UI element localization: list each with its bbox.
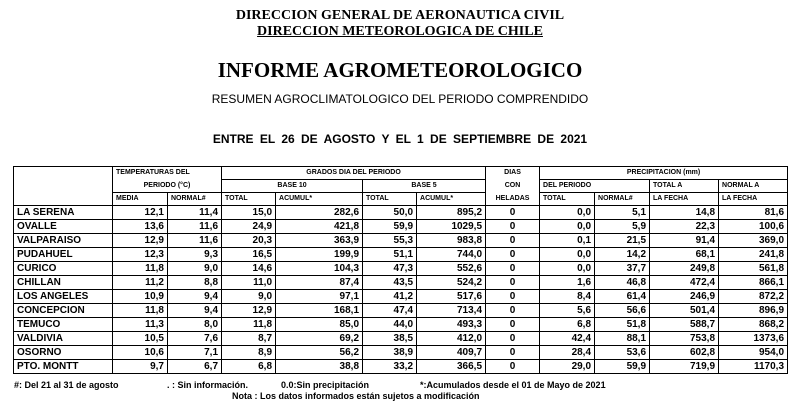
table-row — [14, 346, 788, 360]
table-cell: 59,9 — [595, 360, 650, 374]
table-cell: 15,0 — [222, 206, 276, 220]
table-cell: 46,8 — [595, 276, 650, 290]
col-normal: NORMAL# — [168, 193, 222, 206]
table-row — [14, 206, 788, 220]
table-cell: 369,0 — [719, 234, 788, 248]
header-row-3 — [14, 193, 788, 206]
header-dias-line2: CON — [486, 180, 540, 193]
header-row-1 — [14, 167, 788, 180]
table-cell: 69,2 — [276, 332, 363, 346]
table-cell: 22,3 — [650, 220, 719, 234]
header-dias-line1: DIAS — [486, 167, 540, 180]
table-cell: 8,8 — [168, 276, 222, 290]
table-cell: 91,4 — [650, 234, 719, 248]
table-cell: 0 — [486, 234, 540, 248]
table-cell: 10,5 — [113, 332, 168, 346]
table-cell: 8,7 — [222, 332, 276, 346]
table-cell: 0 — [486, 262, 540, 276]
table-cell: 56,6 — [595, 304, 650, 318]
table-cell: 0,0 — [540, 220, 595, 234]
table-cell: 41,2 — [363, 290, 417, 304]
table-cell: 9,0 — [168, 262, 222, 276]
table-cell: 954,0 — [719, 346, 788, 360]
table-cell: 0 — [486, 290, 540, 304]
table-cell: 1170,3 — [719, 360, 788, 374]
station-name: CHILLAN — [14, 276, 113, 290]
table-cell: 7,1 — [168, 346, 222, 360]
table-cell: 0 — [486, 332, 540, 346]
col-total-fecha: LA FECHA — [650, 193, 719, 206]
table-cell: 501,4 — [650, 304, 719, 318]
table-cell: 493,3 — [417, 318, 486, 332]
table-cell: 20,3 — [222, 234, 276, 248]
col-heladas: HELADAS — [486, 193, 540, 206]
col-media: MEDIA — [113, 193, 168, 206]
table-cell: 896,9 — [719, 304, 788, 318]
table-row — [14, 234, 788, 248]
table-cell: 602,8 — [650, 346, 719, 360]
table-cell: 0,0 — [540, 248, 595, 262]
table-cell: 44,0 — [363, 318, 417, 332]
table-cell: 9,3 — [168, 248, 222, 262]
office-name: DIRECCION METEOROLOGICA DE CHILE — [257, 24, 543, 39]
header-blank — [14, 167, 113, 180]
table-cell: 421,8 — [276, 220, 363, 234]
header-base10: BASE 10 — [222, 180, 363, 193]
footnote-accumulated: *:Acumulados desde el 01 de Mayo de 2021 — [420, 380, 606, 390]
col-normal-fecha: LA FECHA — [719, 193, 788, 206]
table-cell: 11,3 — [113, 318, 168, 332]
table-cell: 1029,5 — [417, 220, 486, 234]
table-cell: 9,4 — [168, 290, 222, 304]
col-b10-acumul: ACUMUL* — [276, 193, 363, 206]
table-cell: 366,5 — [417, 360, 486, 374]
header-row-2 — [14, 180, 788, 193]
table-cell: 0 — [486, 220, 540, 234]
table-cell: 59,9 — [363, 220, 417, 234]
table-cell: 363,9 — [276, 234, 363, 248]
table-cell: 199,9 — [276, 248, 363, 262]
agency-name: DIRECCION GENERAL DE AERONAUTICA CIVIL — [235, 8, 565, 23]
table-cell: 517,6 — [417, 290, 486, 304]
table-cell: 6,8 — [222, 360, 276, 374]
table-cell: 87,4 — [276, 276, 363, 290]
table-cell: 5,6 — [540, 304, 595, 318]
table-cell: 11,6 — [168, 220, 222, 234]
header-grados-dia: GRADOS DIA DEL PERIODO — [222, 167, 486, 180]
table-cell: 0 — [486, 360, 540, 374]
table-cell: 61,4 — [595, 290, 650, 304]
table-cell: 12,3 — [113, 248, 168, 262]
table-cell: 713,4 — [417, 304, 486, 318]
table-cell: 28,4 — [540, 346, 595, 360]
table-cell: 88,1 — [595, 332, 650, 346]
station-name: CONCEPCION — [14, 304, 113, 318]
table-cell: 47,3 — [363, 262, 417, 276]
table-cell: 1373,6 — [719, 332, 788, 346]
table-cell: 55,3 — [363, 234, 417, 248]
table-cell: 9,0 — [222, 290, 276, 304]
table-cell: 51,8 — [595, 318, 650, 332]
header-blank — [14, 180, 113, 193]
table-cell: 0,0 — [540, 262, 595, 276]
table-cell: 0,1 — [540, 234, 595, 248]
table-row — [14, 290, 788, 304]
header-del-periodo: DEL PERIODO — [540, 180, 650, 193]
table-cell: 872,2 — [719, 290, 788, 304]
station-name: VALDIVIA — [14, 332, 113, 346]
table-cell: 11,2 — [113, 276, 168, 290]
table-cell: 85,0 — [276, 318, 363, 332]
table-cell: 719,9 — [650, 360, 719, 374]
table-cell: 33,2 — [363, 360, 417, 374]
table-cell: 0 — [486, 318, 540, 332]
header-temp-line2: PERIODO (°C) — [113, 180, 222, 193]
footnote-no-info: . : Sin información. — [167, 380, 249, 390]
col-b5-acumul: ACUMUL* — [417, 193, 486, 206]
table-cell: 0 — [486, 346, 540, 360]
table-cell: 38,9 — [363, 346, 417, 360]
station-name: TEMUCO — [14, 318, 113, 332]
table-cell: 11,8 — [113, 304, 168, 318]
table-cell: 552,6 — [417, 262, 486, 276]
table-cell: 8,9 — [222, 346, 276, 360]
station-name: CURICO — [14, 262, 113, 276]
table-cell: 68,1 — [650, 248, 719, 262]
table-cell: 21,5 — [595, 234, 650, 248]
table-row — [14, 360, 788, 374]
table-cell: 561,8 — [719, 262, 788, 276]
col-pp-normal: NORMAL# — [595, 193, 650, 206]
table-cell: 12,9 — [113, 234, 168, 248]
header-total-a: TOTAL A — [650, 180, 719, 193]
table-cell: 10,9 — [113, 290, 168, 304]
table-cell: 11,6 — [168, 234, 222, 248]
table-cell: 12,1 — [113, 206, 168, 220]
table-cell: 51,1 — [363, 248, 417, 262]
table-cell: 5,1 — [595, 206, 650, 220]
table-cell: 409,7 — [417, 346, 486, 360]
table-cell: 246,9 — [650, 290, 719, 304]
table-cell: 412,0 — [417, 332, 486, 346]
table-row — [14, 248, 788, 262]
table-cell: 0 — [486, 304, 540, 318]
col-b5-total: TOTAL — [363, 193, 417, 206]
table-cell: 56,2 — [276, 346, 363, 360]
table-cell: 866,1 — [719, 276, 788, 290]
table-cell: 81,6 — [719, 206, 788, 220]
footnote-no-precip: 0.0:Sin precipitación — [281, 380, 370, 390]
station-name: PUDAHUEL — [14, 248, 113, 262]
table-cell: 11,8 — [113, 262, 168, 276]
table-cell: 37,7 — [595, 262, 650, 276]
table-cell: 983,8 — [417, 234, 486, 248]
table-cell: 1,6 — [540, 276, 595, 290]
table-cell: 13,6 — [113, 220, 168, 234]
table-cell: 43,5 — [363, 276, 417, 290]
table-cell: 24,9 — [222, 220, 276, 234]
col-pp-total: TOTAL — [540, 193, 595, 206]
footnote-disclaimer: Nota : Los datos informados están sujetos a modificación — [232, 391, 480, 401]
table-cell: 6,8 — [540, 318, 595, 332]
header-base5: BASE 5 — [363, 180, 486, 193]
agroclimate-table — [13, 166, 788, 374]
table-cell: 29,0 — [540, 360, 595, 374]
report-title: INFORME AGROMETEOROLOGICO — [217, 58, 583, 82]
table-cell: 9,7 — [113, 360, 168, 374]
table-row — [14, 220, 788, 234]
table-cell: 8,0 — [168, 318, 222, 332]
table-cell: 12,9 — [222, 304, 276, 318]
table-cell: 895,2 — [417, 206, 486, 220]
table-cell: 8,4 — [540, 290, 595, 304]
station-name: VALPARAISO — [14, 234, 113, 248]
footnote-normal-period: #: Del 21 al 31 de agosto — [14, 380, 119, 390]
table-cell: 168,1 — [276, 304, 363, 318]
table-cell: 7,6 — [168, 332, 222, 346]
report-subtitle: RESUMEN AGROCLIMATOLOGICO DEL PERIODO COMPRENDIDO — [211, 92, 589, 106]
station-name: PTO. MONTT — [14, 360, 113, 374]
table-row — [14, 276, 788, 290]
table-row — [14, 262, 788, 276]
table-row — [14, 318, 788, 332]
table-cell: 10,6 — [113, 346, 168, 360]
table-cell: 868,2 — [719, 318, 788, 332]
table-cell: 104,3 — [276, 262, 363, 276]
table-cell: 0 — [486, 248, 540, 262]
table-cell: 0 — [486, 276, 540, 290]
table-cell: 14,8 — [650, 206, 719, 220]
table-cell: 9,4 — [168, 304, 222, 318]
table-cell: 42,4 — [540, 332, 595, 346]
table-cell: 282,6 — [276, 206, 363, 220]
table-cell: 47,4 — [363, 304, 417, 318]
table-cell: 14,6 — [222, 262, 276, 276]
table-cell: 53,6 — [595, 346, 650, 360]
header-temp-line1: TEMPERATURAS DEL — [113, 167, 222, 180]
header-normal-a: NORMAL A — [719, 180, 788, 193]
table-cell: 5,9 — [595, 220, 650, 234]
table-cell: 0 — [486, 206, 540, 220]
table-cell: 0,0 — [540, 206, 595, 220]
table-cell: 50,0 — [363, 206, 417, 220]
table-cell: 753,8 — [650, 332, 719, 346]
station-name: LOS ANGELES — [14, 290, 113, 304]
station-name: OSORNO — [14, 346, 113, 360]
table-row — [14, 332, 788, 346]
table-cell: 16,5 — [222, 248, 276, 262]
table-cell: 588,7 — [650, 318, 719, 332]
header-blank — [14, 193, 113, 206]
header-precip: PRECIPITACION (mm) — [540, 167, 788, 180]
report-period: ENTRE EL 26 DE AGOSTO Y EL 1 DE SEPTIEMBRE DE 2021 — [212, 132, 588, 146]
table-cell: 472,4 — [650, 276, 719, 290]
table-cell: 744,0 — [417, 248, 486, 262]
station-name: LA SERENA — [14, 206, 113, 220]
table-cell: 14,2 — [595, 248, 650, 262]
table-cell: 249,8 — [650, 262, 719, 276]
table-cell: 100,6 — [719, 220, 788, 234]
table-cell: 38,5 — [363, 332, 417, 346]
table-cell: 241,8 — [719, 248, 788, 262]
col-b10-total: TOTAL — [222, 193, 276, 206]
table-cell: 97,1 — [276, 290, 363, 304]
table-cell: 11,4 — [168, 206, 222, 220]
table-cell: 11,8 — [222, 318, 276, 332]
table-cell: 524,2 — [417, 276, 486, 290]
table-cell: 6,7 — [168, 360, 222, 374]
table-cell: 38,8 — [276, 360, 363, 374]
station-name: OVALLE — [14, 220, 113, 234]
table-row — [14, 304, 788, 318]
table-cell: 11,0 — [222, 276, 276, 290]
